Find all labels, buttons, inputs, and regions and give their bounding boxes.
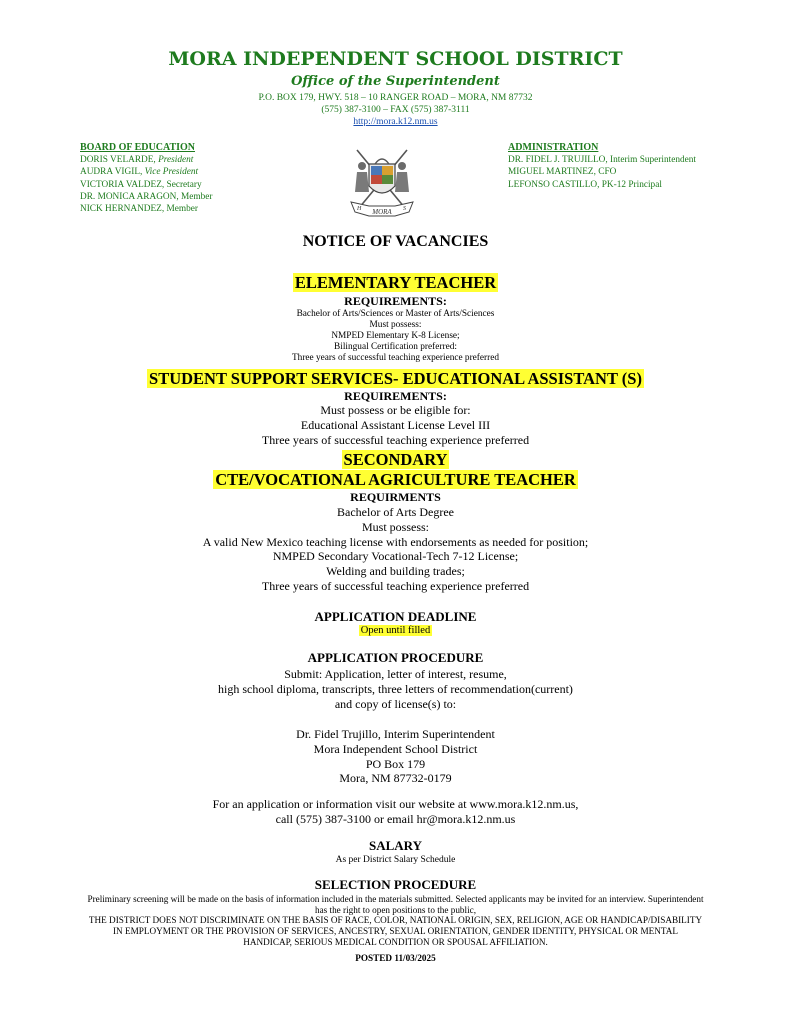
position-cte-agriculture xyxy=(0,470,791,490)
position-title: STUDENT SUPPORT SERVICES- EDUCATIONAL ASSISTANT (S) xyxy=(149,369,642,388)
requirements-list xyxy=(0,505,791,594)
board-member xyxy=(80,154,300,166)
website-link-text[interactable]: http://mora.k12.nm.us xyxy=(353,117,438,127)
position-level: SECONDARY xyxy=(343,450,448,469)
deadline-heading: APPLICATION DEADLINE xyxy=(314,609,477,624)
seal-letter-right: S xyxy=(403,206,406,212)
admin-member: LEFONSO CASTILLO, PK-12 Principal xyxy=(508,179,662,190)
requirement-line: Educational Assistant License Level III xyxy=(300,417,491,432)
requirement-line: NMPED Secondary Vocational-Tech 7-12 License; xyxy=(272,549,519,564)
requirement-line: Must possess: xyxy=(361,519,429,534)
board-member-name: AUDRA VIGIL, xyxy=(80,167,145,178)
requirements-label: REQUIREMENTS: xyxy=(344,294,447,308)
administration-heading: ADMINISTRATION xyxy=(508,142,599,153)
requirement-line: A valid New Mexico teaching license with endorsements as needed for position; xyxy=(202,534,589,549)
requirement-line: Must possess: xyxy=(369,319,422,330)
position-elementary xyxy=(0,273,791,293)
procedure-line: high school diploma, transcripts, three letters of recommendation(current) xyxy=(218,681,573,696)
procedure-line: and copy of license(s) to: xyxy=(334,696,457,711)
contact-line: PO Box 179 xyxy=(365,756,426,771)
posted-date: POSTED 11/03/2025 xyxy=(355,953,436,963)
board-member xyxy=(80,203,300,215)
deadline-text: Open until filled xyxy=(360,625,431,636)
procedure-heading: APPLICATION PROCEDURE xyxy=(307,650,484,665)
board-of-education xyxy=(80,142,300,215)
board-member xyxy=(80,166,300,178)
board-member-name: DR. MONICA ARAGON, xyxy=(80,191,181,202)
salary-value: As per District Salary Schedule xyxy=(335,855,456,865)
position-support-services xyxy=(0,369,791,389)
admin-member: MIGUEL MARTINEZ, CFO xyxy=(508,167,617,178)
position-level-secondary xyxy=(0,450,791,470)
district-title: MORA INDEPENDENT SCHOOL DISTRICT xyxy=(168,48,623,70)
requirement-line: Bachelor of Arts/Sciences or Master of Arts/Sciences xyxy=(296,309,495,319)
position-title: ELEMENTARY TEACHER xyxy=(294,273,497,292)
fine-print-line: THE DISTRICT DOES NOT DISCRIMINATE ON THE BASIS OF RACE, COLOR, NATIONAL ORIGIN, SEX, RELIGION, AGE OR HANDICAP/DISABILITY xyxy=(88,915,703,926)
requirement-line: Three years of successful teaching experience preferred xyxy=(261,432,530,447)
board-heading: BOARD OF EDUCATION xyxy=(80,142,196,153)
contact-line: Dr. Fidel Trujillo, Interim Superintendent xyxy=(296,727,495,741)
requirement-line: Welding and building trades; xyxy=(326,564,465,579)
requirement-line: Bachelor of Arts Degree xyxy=(337,505,454,519)
board-member-title: Secretary xyxy=(166,179,202,190)
seal-banner-text: MORA xyxy=(372,208,392,216)
fine-print-line: Preliminary screening will be made on the basis of information included in the materials submitted. Selected applicants may be invited for an interview. Superintendent xyxy=(87,894,704,904)
board-member-name: NICK HERNANDEZ, xyxy=(80,204,167,215)
admin-member: DR. FIDEL J. TRUJILLO, Interim Superintendent xyxy=(508,155,696,166)
board-member-title: President xyxy=(158,155,194,166)
requirement-line: NMPED Elementary K-8 License; xyxy=(331,330,460,341)
seal-letter-left: H xyxy=(357,206,362,212)
procedure-instructions xyxy=(0,667,791,711)
contact-address xyxy=(0,727,791,786)
fine-print-line: HANDICAP, SERIOUS MEDICAL CONDITION OR SPOUSAL AFFILIATION. xyxy=(243,936,548,947)
phone-fax-line: (575) 387-3100 – FAX (575) 387-3111 xyxy=(321,105,470,115)
selection-fine-print xyxy=(28,894,763,948)
info-line: call (575) 387-3100 or email hr@mora.k12.nm.us xyxy=(275,811,516,826)
board-member-title: Vice President xyxy=(144,167,199,178)
requirements-label: REQUIREMENTS: xyxy=(344,389,447,403)
address-line: P.O. BOX 179, HWY. 518 – 10 RANGER ROAD – MORA, NM 87732 xyxy=(258,93,533,103)
contact-line: Mora, NM 87732-0179 xyxy=(339,771,452,786)
office-title: Office of the Superintendent xyxy=(291,74,500,89)
fine-print-line: IN EMPLOYMENT OR THE PROVISION OF SERVICES, ANCESTRY, SEXUAL ORIENTATION, GENDER IDENTITY, PHYSICAL OR MENTAL xyxy=(112,926,679,937)
contact-line: Mora Independent School District xyxy=(313,741,478,756)
requirements-list xyxy=(0,403,791,447)
requirements-list xyxy=(0,309,791,364)
administration xyxy=(508,142,768,191)
procedure-line: Submit: Application, letter of interest, resume, xyxy=(284,667,507,681)
board-member-title: Member xyxy=(181,191,213,202)
position-title: CTE/VOCATIONAL AGRICULTURE TEACHER xyxy=(215,470,576,489)
info-line: For an application or information visit our website at www.mora.k12.nm.us, xyxy=(212,797,579,811)
selection-heading: SELECTION PROCEDURE xyxy=(314,877,477,892)
requirements-label: REQUIRMENTS xyxy=(350,490,441,504)
board-member-title: Member xyxy=(166,204,199,215)
notice-title: NOTICE OF VACANCIES xyxy=(302,233,489,250)
fine-print-line: has the right to open positions to the public, xyxy=(314,904,477,915)
board-member xyxy=(80,191,300,203)
requirement-line: Bilingual Certification preferred: xyxy=(334,341,457,352)
application-info xyxy=(0,797,791,827)
website-link[interactable] xyxy=(0,117,791,127)
salary-heading: SALARY xyxy=(369,838,422,853)
deadline-value xyxy=(0,625,791,636)
requirement-line: Must possess or be eligible for: xyxy=(320,403,471,417)
board-member-name: VICTORIA VALDEZ, xyxy=(80,179,167,190)
requirement-line: Three years of successful teaching experience preferred xyxy=(261,578,530,593)
district-seal-icon xyxy=(349,146,415,222)
requirement-line: Three years of successful teaching experience preferred xyxy=(292,352,499,363)
board-member-name: DORIS VELARDE, xyxy=(80,155,159,166)
board-member xyxy=(80,179,300,191)
